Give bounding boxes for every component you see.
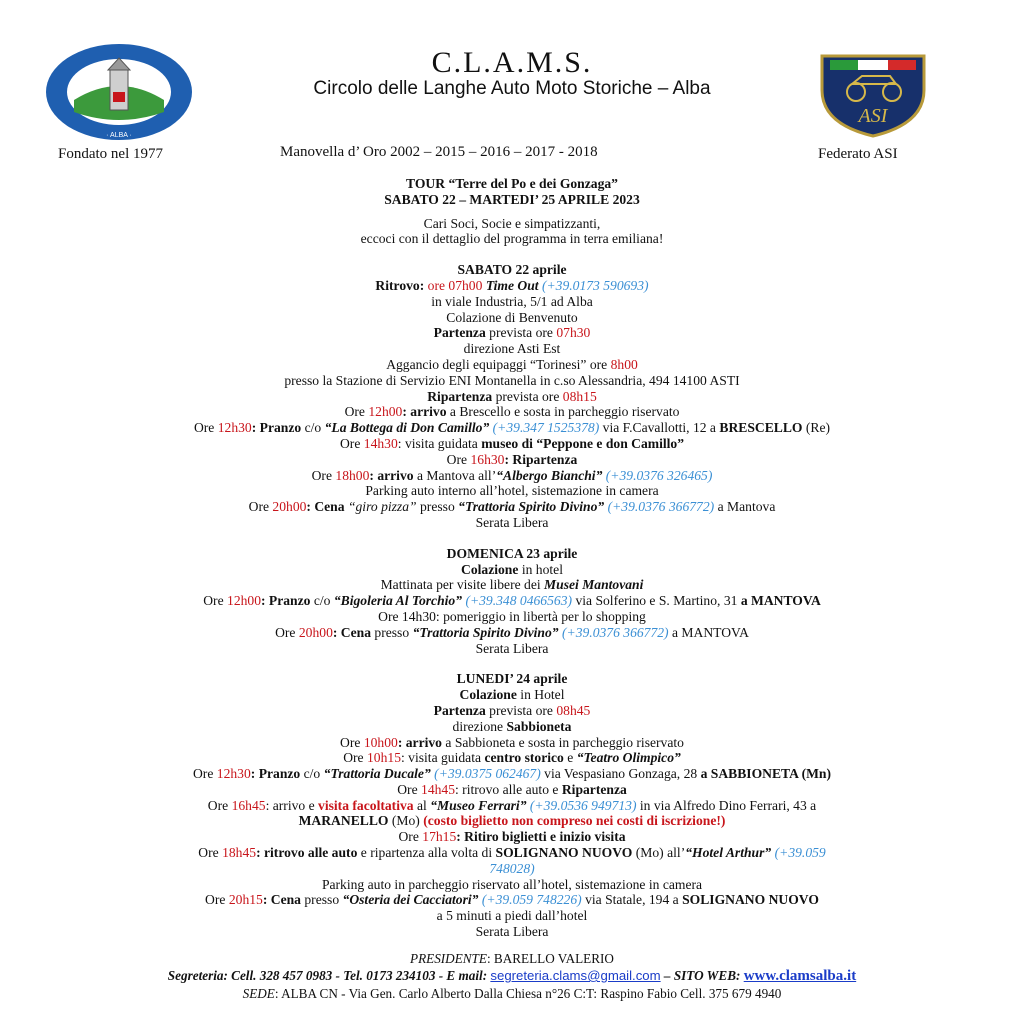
schedule-line xyxy=(0,703,1024,719)
schedule-line: Parking auto in parcheggio riservato all’hotel, sistemazione in camera xyxy=(321,876,703,892)
tour-title: TOUR “Terre del Po e dei Gonzaga” xyxy=(406,176,618,191)
text-fragment: Ore xyxy=(275,624,296,640)
text-fragment: presso xyxy=(420,499,455,515)
text-fragment: (+39.0376 326465) xyxy=(605,467,713,483)
awards-note: Manovella d’ Oro 2002 – 2015 – 2016 – 2017 - 2018 xyxy=(280,144,598,160)
text-fragment: : Pranzo xyxy=(251,420,302,436)
schedule-line xyxy=(0,452,1024,468)
text-fragment: 12h00 xyxy=(227,593,261,609)
text-fragment: : Pranzo xyxy=(250,766,301,782)
text-fragment: c/o xyxy=(313,593,331,609)
text-fragment: Colazione xyxy=(459,687,517,703)
org-acronym: C.L.A.M.S. xyxy=(431,46,593,79)
text-fragment: ore 07h00 xyxy=(427,277,483,293)
text-fragment: “Trattoria Spirito Divino” xyxy=(458,499,605,515)
text-fragment: Ripartenza xyxy=(561,781,627,797)
text-fragment: (Mo) xyxy=(391,813,420,829)
text-fragment: : arrivo e xyxy=(265,797,315,813)
text-fragment: 12h00 xyxy=(368,404,403,420)
text-fragment: : ritrovo alle auto e xyxy=(455,781,559,797)
text-fragment: “Trattoria Ducale” xyxy=(323,766,431,782)
text-fragment: Ore xyxy=(397,781,418,797)
footer xyxy=(0,950,1024,1002)
text-fragment: direzione xyxy=(452,718,504,734)
text-fragment: “La Bottega di Don Camillo” xyxy=(324,420,490,436)
text-fragment: (Re) xyxy=(805,420,831,436)
text-fragment: 16h45 xyxy=(231,797,266,813)
letterhead xyxy=(0,0,1024,175)
seat-line xyxy=(0,985,1024,1002)
text-fragment: Ore xyxy=(311,467,332,483)
text-fragment: c/o xyxy=(304,420,322,436)
schedule-line xyxy=(0,436,1024,452)
schedule-line xyxy=(0,766,1024,782)
schedule-line xyxy=(0,798,1024,814)
founded-note: Fondato nel 1977 xyxy=(58,146,163,162)
text-fragment: prevista ore xyxy=(489,702,553,718)
text-fragment: 18h00 xyxy=(335,467,370,483)
schedule-line xyxy=(0,325,1024,341)
text-fragment: a Sabbioneta e sosta in parcheggio riservato xyxy=(445,734,684,750)
text-fragment: in Hotel xyxy=(520,687,565,703)
text-fragment: 08h45 xyxy=(556,702,591,718)
text-fragment: 07h30 xyxy=(556,325,591,341)
text-fragment: : ritrovo alle auto xyxy=(256,845,358,861)
text-fragment: : Ripartenza xyxy=(504,451,578,467)
day-heading-saturday: SABATO 22 aprile xyxy=(457,262,567,278)
greeting-line: Cari Soci, Socie e simpatizzanti, xyxy=(423,215,601,231)
text-fragment: via Solferino e S. Martino, 31 xyxy=(575,593,738,609)
schedule-line: Ore 14h30: pomeriggio in libertà per lo shopping xyxy=(378,608,646,624)
schedule-line: Colazione di Benvenuto xyxy=(446,309,578,325)
schedule-line xyxy=(0,813,1024,829)
text-fragment: Ore xyxy=(248,499,270,515)
text-fragment: (costo biglietto non compreso nei costi di iscrizione!) xyxy=(423,813,726,829)
text-fragment: Colazione xyxy=(461,561,519,577)
text-fragment: 8h00 xyxy=(610,356,638,372)
text-fragment: : Cena xyxy=(332,624,371,640)
schedule-line xyxy=(0,892,1024,908)
schedule-line: Serata Libera xyxy=(475,640,549,656)
text-fragment: : BARELLO VALERIO xyxy=(486,951,614,966)
text-fragment: : arrivo xyxy=(402,404,447,420)
text-fragment: in via Alfredo Dino Ferrari, 43 a xyxy=(639,797,817,813)
text-fragment: (+39.0536 949713) xyxy=(529,797,637,813)
asi-logo xyxy=(816,50,930,138)
text-fragment: 10h00 xyxy=(363,734,398,750)
president-line xyxy=(0,950,1024,967)
schedule-line xyxy=(0,357,1024,373)
schedule-line: direzione Asti Est xyxy=(463,341,561,357)
text-fragment: a Mantova xyxy=(717,499,776,515)
text-fragment: 17h15 xyxy=(422,829,457,845)
day-heading-monday: LUNEDI’ 24 aprile xyxy=(456,671,568,687)
svg-text:ASI: ASI xyxy=(858,105,888,127)
text-fragment: “giro pizza” xyxy=(347,499,417,515)
text-fragment: (+39.059 748226) xyxy=(481,892,582,908)
schedule-line xyxy=(0,861,1024,877)
text-fragment: (Mo) all’ xyxy=(635,845,686,861)
schedule-line xyxy=(0,829,1024,845)
schedule-line xyxy=(0,782,1024,798)
text-fragment: Ritrovo: xyxy=(375,277,425,293)
schedule-line xyxy=(0,420,1024,436)
text-fragment: visita facoltativa xyxy=(318,797,414,813)
text-fragment: in hotel xyxy=(521,561,563,577)
text-fragment: (+39.348 0466563) xyxy=(465,593,573,609)
text-fragment: via F.Cavallotti, 12 a xyxy=(602,420,716,436)
text-fragment: Musei Mantovani xyxy=(544,577,644,593)
schedule-line xyxy=(0,577,1024,593)
text-fragment: Ore xyxy=(192,766,214,782)
text-fragment: prevista ore xyxy=(495,388,560,404)
schedule-line xyxy=(0,593,1024,609)
text-fragment: 08h15 xyxy=(562,388,597,404)
text-fragment: “Osteria dei Cacciatori” xyxy=(342,892,479,908)
text-fragment: 20h15 xyxy=(228,892,263,908)
schedule-line xyxy=(0,389,1024,405)
schedule-line xyxy=(0,735,1024,751)
text-fragment: (+39.059 xyxy=(774,845,826,861)
schedule-line: in viale Industria, 5/1 ad Alba xyxy=(431,293,593,309)
text-fragment: (+39.347 1525378) xyxy=(492,420,600,436)
text-fragment: e ripartenza alla volta di xyxy=(360,845,493,861)
text-fragment: Ore xyxy=(340,734,361,750)
text-fragment: : arrivo xyxy=(369,467,414,483)
text-fragment: al xyxy=(416,797,427,813)
schedule-line xyxy=(0,750,1024,766)
text-fragment: 12h30 xyxy=(217,420,252,436)
text-fragment: Time Out xyxy=(485,277,539,293)
text-fragment: : Cena xyxy=(306,499,345,515)
text-fragment: 14h45 xyxy=(421,781,455,797)
text-fragment: PRESIDENTE xyxy=(410,951,487,966)
text-fragment: Segreteria: Cell. 328 457 0983 - Tel. 0173 234103 - E mail: xyxy=(167,968,488,983)
text-fragment: via Vespasiano Gonzaga, 28 xyxy=(544,766,698,782)
schedule-line xyxy=(0,562,1024,578)
text-fragment: prevista ore xyxy=(489,325,553,341)
text-fragment: SEDE xyxy=(242,986,275,1001)
org-full-name: Circolo delle Langhe Auto Moto Storiche – Alba xyxy=(313,78,711,99)
text-fragment: 16h30 xyxy=(470,451,505,467)
text-fragment: (+39.0376 366772) xyxy=(562,624,669,640)
text-fragment: Ore xyxy=(198,845,219,861)
schedule-line: Serata Libera xyxy=(475,514,549,530)
text-fragment: Partenza xyxy=(433,702,486,718)
program-body xyxy=(0,176,1024,940)
text-fragment: 14h30 xyxy=(363,435,398,451)
schedule-line xyxy=(0,499,1024,515)
text-fragment: : visita guidata xyxy=(400,750,482,766)
text-fragment: centro storico xyxy=(484,750,564,766)
text-fragment: Mattinata per visite libere dei xyxy=(380,577,541,593)
text-fragment: MARANELLO xyxy=(298,813,389,829)
text-fragment: 10h15 xyxy=(367,750,401,766)
text-fragment: presso xyxy=(304,892,340,908)
day-heading-sunday: DOMENICA 23 aprile xyxy=(446,545,578,561)
text-fragment: Ore xyxy=(446,451,468,467)
text-fragment: e xyxy=(567,750,574,766)
tour-dates: SABATO 22 – MARTEDI’ 25 APRILE 2023 xyxy=(384,191,640,207)
schedule-line: a 5 minuti a piedi dall’hotel xyxy=(436,908,588,924)
text-fragment: (+39.0376 366772) xyxy=(607,499,715,515)
text-fragment: Ripartenza xyxy=(427,388,493,404)
text-fragment: c/o xyxy=(303,766,321,782)
text-fragment: 20h00 xyxy=(272,499,307,515)
svg-text:· ALBA ·: · ALBA · xyxy=(106,132,132,139)
schedule-line xyxy=(0,719,1024,735)
schedule-line: presso la Stazione di Servizio ENI Montanella in c.so Alessandria, 494 14100 ASTI xyxy=(284,372,740,388)
schedule-line xyxy=(0,278,1024,294)
text-fragment: “Bigoleria Al Torchio” xyxy=(333,593,463,609)
text-fragment: Ore xyxy=(339,435,361,451)
text-fragment: a Mantova all’ xyxy=(416,467,497,483)
text-fragment: Ore xyxy=(398,829,419,845)
text-fragment: via Statale, 194 a xyxy=(585,892,679,908)
text-fragment: 748028) xyxy=(489,860,535,876)
text-fragment: a SABBIONETA (Mn) xyxy=(700,766,832,782)
website-link[interactable]: www.clamsalba.it xyxy=(743,968,857,984)
text-fragment: “Teatro Olimpico” xyxy=(576,750,681,766)
greeting-line: eccoci con il dettaglio del programma in terra emiliana! xyxy=(360,231,664,247)
schedule-line xyxy=(0,845,1024,861)
text-fragment: BRESCELLO xyxy=(719,420,803,436)
text-fragment: a MANTOVA xyxy=(672,624,749,640)
text-fragment: Ore xyxy=(344,404,365,420)
text-fragment: : Ritiro biglietti e inizio visita xyxy=(456,829,626,845)
text-fragment: : Pranzo xyxy=(261,593,311,609)
text-fragment: Sabbioneta xyxy=(506,718,572,734)
text-fragment: “Trattoria Spirito Divino” xyxy=(412,624,559,640)
text-fragment: (+39.0375 062467) xyxy=(434,766,541,782)
text-fragment: Ore xyxy=(203,593,224,609)
text-fragment: Ore xyxy=(343,750,364,766)
text-fragment: : arrivo xyxy=(397,734,442,750)
text-fragment: – SITO WEB: xyxy=(663,968,741,983)
text-fragment: Partenza xyxy=(433,325,486,341)
contacts-line xyxy=(0,967,1024,985)
schedule-line: Parking auto interno all’hotel, sistemazione in camera xyxy=(365,483,659,499)
text-fragment: 20h00 xyxy=(298,624,333,640)
schedule-line xyxy=(0,404,1024,420)
text-fragment: a Brescello e sosta in parcheggio riservato xyxy=(449,404,680,420)
text-fragment: presso xyxy=(374,624,410,640)
federation-note: Federato ASI xyxy=(818,146,898,162)
text-fragment: Ore xyxy=(205,892,226,908)
email-link[interactable]: segreteria.clams@gmail.com xyxy=(490,968,661,983)
text-fragment: : Cena xyxy=(262,892,301,908)
schedule-line xyxy=(0,468,1024,484)
text-fragment: : visita guidata xyxy=(397,435,478,451)
text-fragment: : ALBA CN - Via Gen. Carlo Alberto Dalla Chiesa n°26 C:T: Raspino Fabio Cell. 375 679 4940 xyxy=(274,986,782,1001)
text-fragment: “Museo Ferrari” xyxy=(430,797,527,813)
text-fragment: a MANTOVA xyxy=(740,593,821,609)
schedule-line: Serata Libera xyxy=(475,924,549,940)
text-fragment: Ore xyxy=(193,420,215,436)
text-fragment: 18h45 xyxy=(222,845,257,861)
text-fragment: Ore xyxy=(207,797,229,813)
text-fragment: “Hotel Arthur” xyxy=(685,845,772,861)
text-fragment: museo di “Peppone e don Camillo” xyxy=(481,435,685,451)
text-fragment: Aggancio degli equipaggi “Torinesi” ore xyxy=(386,356,608,372)
schedule-line xyxy=(0,625,1024,641)
text-fragment: (+39.0173 590693) xyxy=(541,277,649,293)
text-fragment: SOLIGNANO NUOVO xyxy=(495,845,633,861)
text-fragment: SOLIGNANO NUOVO xyxy=(682,892,819,908)
schedule-line xyxy=(0,687,1024,703)
text-fragment: 12h30 xyxy=(216,766,251,782)
text-fragment: “Albergo Bianchi” xyxy=(496,467,603,483)
